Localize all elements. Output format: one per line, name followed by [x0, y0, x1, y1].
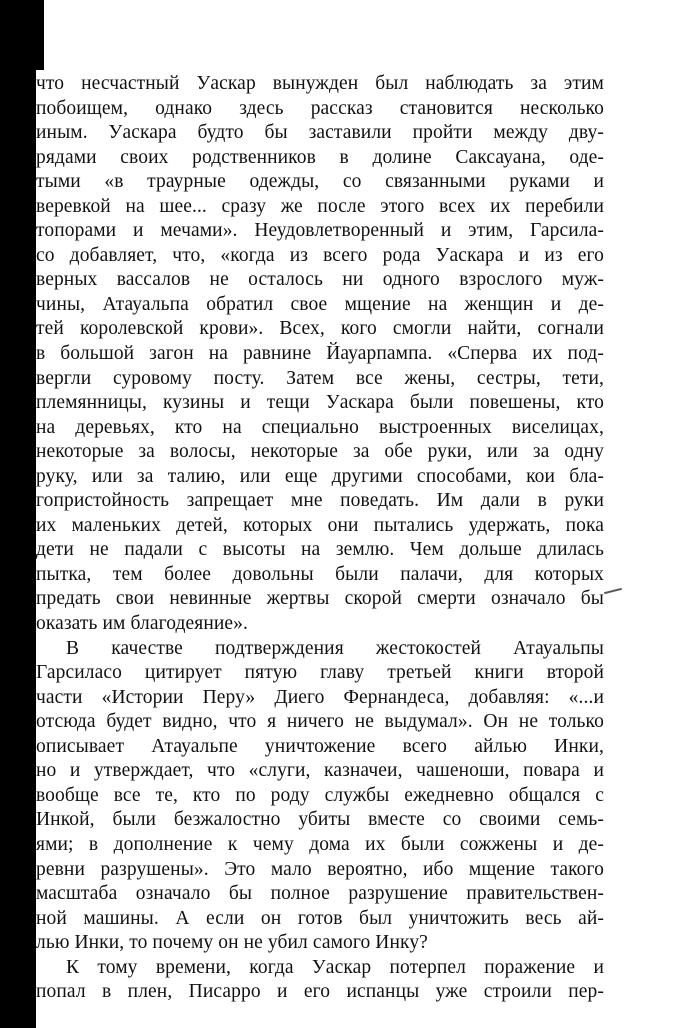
text-line: лью Инки, то почему он не убил самого Инку?: [36, 932, 428, 954]
text-line: попал в плен, Писарро и его испанцы уже строили пер-: [36, 981, 604, 1003]
text-line: предать свои невинные жертвы скорой смерти означало бы: [36, 588, 604, 610]
text-line: верных вассалов не осталось ни одного взрослого муж-: [36, 269, 604, 291]
paragraph-first-line: В качестве подтверждения жестокостей Атауальпы: [66, 637, 604, 659]
text-line: побоищем, однако здесь рассказ становится несколько: [36, 97, 604, 119]
text-line: Инкой, были безжалостно убиты вместе со своими семь-: [36, 809, 604, 831]
text-line: вообще все те, кто по роду службы ежедневно общался с: [36, 784, 604, 806]
text-line: масштаба означало бы полное разрушение правительствен-: [36, 883, 604, 905]
text-line: что несчастный Уаскар вынужден был наблюдать за этим: [36, 73, 604, 94]
text-line: их маленьких детей, которых они пытались удержать, пока: [36, 514, 604, 536]
text-line: отсюда будет видно, что я ничего не выдумал». Он не только: [36, 711, 604, 733]
text-line: иным. Уаскара будто бы заставили пройти между дву-: [36, 122, 604, 144]
text-line: но и утверждает, что «слуги, казначеи, чашеноши, повара и: [36, 760, 604, 782]
text-line: оказать им благодеяние».: [36, 613, 248, 635]
text-line: чины, Атауальпа обратил свое мщение на женщин и де-: [36, 293, 604, 315]
text-line: тей королевской крови». Всех, кого смогли найти, согнали: [36, 318, 604, 340]
text-line: на деревьях, кто на специально выстроенных виселицах,: [36, 416, 604, 438]
text-line: вергли суровому посту. Затем все жены, сестры, тети,: [36, 367, 604, 389]
text-line: дети не падали с высоты на землю. Чем дольше длилась: [36, 539, 604, 561]
margin-pencil-mark: [604, 588, 622, 594]
page-body-text: [36, 72, 604, 1005]
text-line: гопристойность запрещает мне поведать. Им дали в руки: [36, 490, 604, 512]
text-line: рядами своих родственников в долине Саксауана, оде-: [36, 146, 604, 168]
text-line: некоторые за волосы, некоторые за обе руки, или за одну: [36, 441, 604, 463]
text-line: Гарсиласо цитирует пятую главу третьей книги второй: [36, 662, 604, 684]
text-line: ями; в дополнение к чему дома их были сожжены и де-: [36, 833, 604, 855]
text-line: ной машины. А если он готов был уничтожить весь ай-: [36, 907, 604, 929]
text-line: ревни разрушены». Это мало вероятно, ибо мщение такого: [36, 858, 604, 880]
scan-shadow-top: [0, 0, 44, 70]
scan-shadow: [0, 0, 36, 1028]
text-line: руку, или за талию, или еще другими способами, кои бла-: [36, 465, 604, 487]
text-line: со добавляет, что, «когда из всего рода Уаскара и из его: [36, 244, 604, 266]
text-line: племянницы, кузины и тещи Уаскара были повешены, кто: [36, 392, 604, 414]
text-line: описывает Атауальпе уничтожение всего айлью Инки,: [36, 735, 604, 757]
text-line: топорами и мечами». Неудовлетворенный и этим, Гарсила-: [36, 220, 604, 242]
text-line: части «Истории Перу» Диего Фернандеса, добавляя: «...и: [36, 686, 604, 708]
text-line: пытка, тем более довольны были палачи, для которых: [36, 563, 604, 585]
text-line: тыми «в траурные одежды, со связанными руками и: [36, 171, 604, 193]
text-line: веревкой на шее... сразу же после этого всех их перебили: [36, 195, 604, 217]
text-line: в большой загон на равнине Йауарпампа. «Сперва их под-: [36, 343, 604, 365]
paragraph-first-line: К тому времени, когда Уаскар потерпел поражение и: [66, 956, 604, 978]
